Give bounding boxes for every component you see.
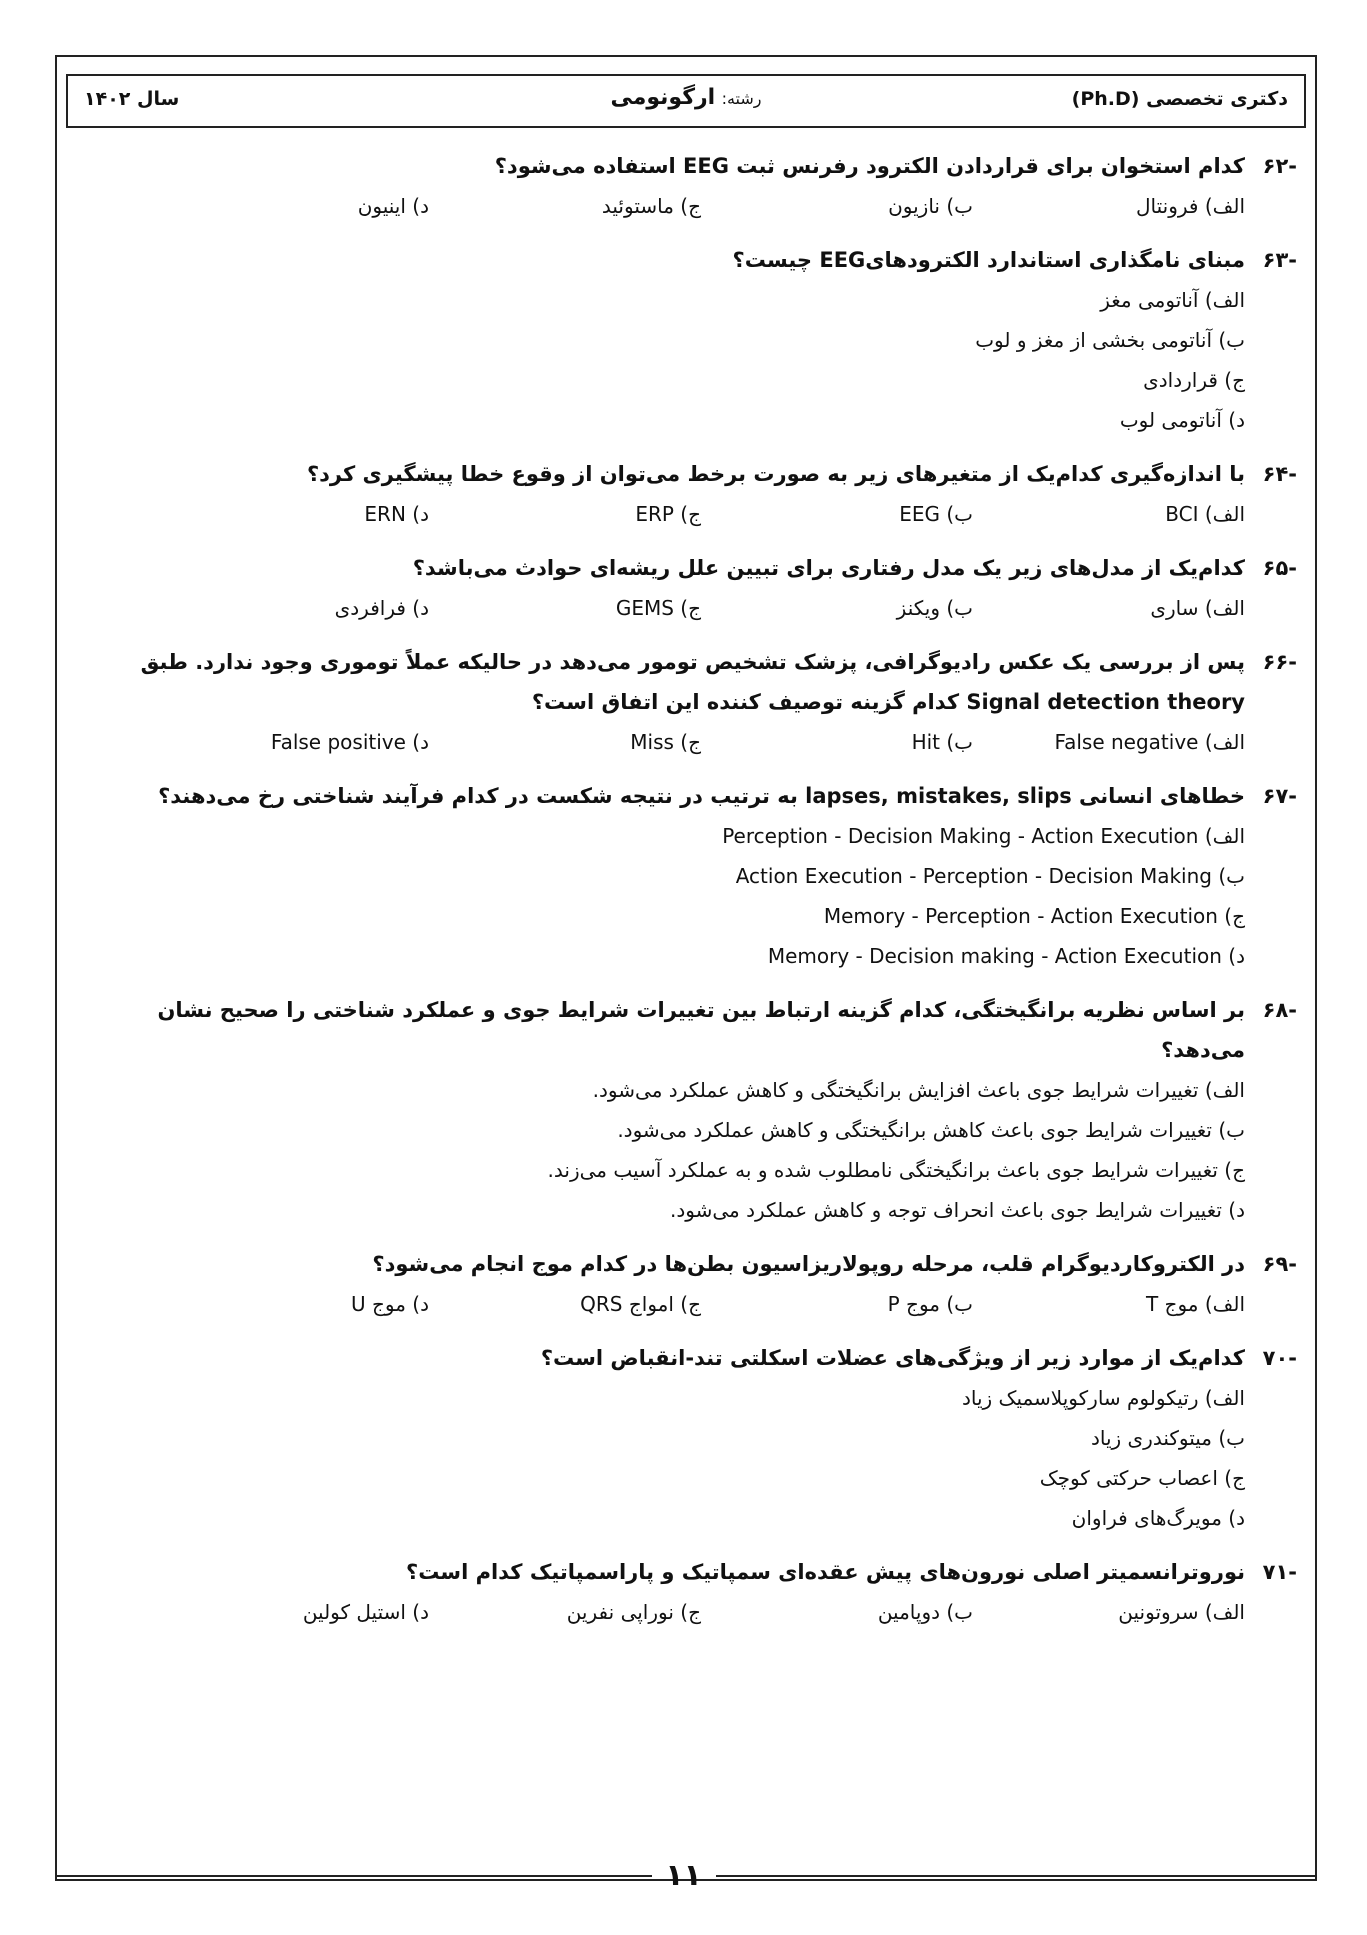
questions-list: [75, 146, 1297, 1646]
question-number: -۶۵: [1262, 556, 1297, 580]
options-list: [75, 186, 1297, 226]
option-3: د) فرافردی: [334, 596, 429, 620]
option-2: ج) امواج QRS: [580, 1292, 701, 1316]
question-number: -۷۱: [1262, 1560, 1297, 1584]
degree-label: دکتری تخصصی (Ph.D): [1071, 88, 1288, 110]
question-text: کدام‌یک از موارد زیر از ویژگی‌های عضلات اسکلتی تند-انقباض است؟: [540, 1346, 1245, 1370]
option-2: ج) Memory - Perception - Action Execution: [823, 904, 1245, 928]
option-0: الف) ساری: [1150, 596, 1245, 620]
page-number: ۱۱: [665, 1858, 702, 1893]
field-value: ارگونومی: [610, 85, 716, 110]
question-text: بر اساس نظریه برانگیختگی، کدام گزینه ارتباط بین تغییرات شرایط جوی و عملکرد شناختی را صحیح نشان می‌دهد؟: [157, 998, 1245, 1062]
field-title: [68, 85, 1304, 110]
question-1: [75, 240, 1297, 440]
question-text: پس از بررسی یک عکس رادیوگرافی، پزشک تشخیص تومور می‌دهد در حالیکه عملاً توموری وجود ندارد. طبق Signal detection theory کدام گزینه توصیف کننده این اتفاق است؟: [140, 650, 1245, 714]
option-1: ب) ویکنز: [896, 596, 973, 620]
option-1: ب) نازیون: [888, 194, 973, 218]
option-1: ب) تغییرات شرایط جوی باعث کاهش برانگیختگی و کاهش عملکرد می‌شود.: [617, 1118, 1245, 1142]
question-line: [75, 454, 1297, 494]
option-2: ج) ماستوئید: [601, 194, 701, 218]
question-line: [75, 240, 1297, 280]
option-3: د) موج U: [350, 1292, 429, 1316]
question-line: [75, 1338, 1297, 1378]
option-2: ج) نوراپی نفرین: [566, 1600, 701, 1624]
question-6: [75, 990, 1297, 1230]
question-8: [75, 1338, 1297, 1538]
question-text: مبنای نامگذاری استاندارد الکترودهایEEG چیست؟: [732, 248, 1245, 272]
option-3: د) ERN: [364, 502, 429, 526]
option-3: د) مویرگ‌های فراوان: [1071, 1506, 1245, 1530]
option-1: ب) Hit: [911, 730, 973, 754]
option-0: الف) False negative: [1054, 730, 1245, 754]
question-4: [75, 642, 1297, 762]
option-2: ج) اعصاب حرکتی کوچک: [1039, 1466, 1245, 1490]
option-1: ب) دوپامین: [877, 1600, 973, 1624]
question-number: -۶۹: [1262, 1252, 1297, 1276]
question-number: -۶۳: [1262, 248, 1297, 272]
option-1: ب) آناتومی بخشی از مغز و لوب: [975, 328, 1245, 352]
option-2: ج) GEMS: [615, 596, 701, 620]
options-list: [75, 1070, 1297, 1230]
field-label: رشته:: [721, 89, 762, 108]
question-line: [75, 990, 1297, 1070]
option-3: د) تغییرات شرایط جوی باعث انحراف توجه و کاهش عملکرد می‌شود.: [670, 1198, 1245, 1222]
option-0: الف) تغییرات شرایط جوی باعث افزایش برانگیختگی و کاهش عملکرد می‌شود.: [592, 1078, 1245, 1102]
question-line: [75, 548, 1297, 588]
options-list: [75, 816, 1297, 976]
option-3: د) اینیون: [357, 194, 429, 218]
option-3: د) False positive: [270, 730, 429, 754]
options-list: [75, 1378, 1297, 1538]
question-number: -۶۸: [1262, 998, 1297, 1022]
question-text: با اندازه‌گیری کدام‌یک از متغیرهای زیر به صورت برخط می‌توان از وقوع خطا پیشگیری کرد؟: [306, 462, 1245, 486]
question-text: نوروترانسمیتر اصلی نورون‌های پیش عقده‌ای سمپاتیک و پاراسمپاتیک کدام است؟: [406, 1560, 1245, 1584]
options-list: [75, 494, 1297, 534]
option-3: د) Memory - Decision making - Action Execution: [767, 944, 1245, 968]
question-5: [75, 776, 1297, 976]
question-7: [75, 1244, 1297, 1324]
question-number: -۶۲: [1262, 154, 1297, 178]
question-line: [75, 1244, 1297, 1284]
option-0: الف) رتیکولوم سارکوپلاسمیک زیاد: [961, 1386, 1245, 1410]
question-0: [75, 146, 1297, 226]
question-text: کدام‌یک از مدل‌های زیر یک مدل رفتاری برای تبیین علل ریشه‌ای حوادث می‌باشد؟: [412, 556, 1245, 580]
option-3: د) آناتومی لوب: [1119, 408, 1245, 432]
option-0: الف) Perception - Decision Making - Action Execution: [722, 824, 1245, 848]
option-2: ج) Miss: [630, 730, 701, 754]
options-list: [75, 280, 1297, 440]
option-0: الف) موج T: [1145, 1292, 1245, 1316]
question-number: -۶۶: [1262, 650, 1297, 674]
options-list: [75, 588, 1297, 628]
question-number: -۶۷: [1262, 784, 1297, 808]
question-line: [75, 642, 1297, 722]
option-1: ب) موج P: [887, 1292, 973, 1316]
options-list: [75, 722, 1297, 762]
question-number: -۶۴: [1262, 462, 1297, 486]
year-label: سال ۱۴۰۲: [84, 88, 180, 110]
option-3: د) استیل کولین: [302, 1600, 429, 1624]
options-list: [75, 1592, 1297, 1632]
option-1: ب) میتوکندری زیاد: [1090, 1426, 1245, 1450]
option-0: الف) سروتونین: [1118, 1600, 1245, 1624]
question-line: [75, 776, 1297, 816]
option-2: ج) تغییرات شرایط جوی باعث برانگیختگی نامطلوب شده و به عملکرد آسیب می‌زند.: [547, 1158, 1245, 1182]
question-3: [75, 548, 1297, 628]
option-1: ب) EEG: [899, 502, 973, 526]
option-0: الف) BCI: [1165, 502, 1245, 526]
option-0: الف) فرونتال: [1136, 194, 1245, 218]
question-text: در الکتروکاردیوگرام قلب، مرحله روپولاریزاسیون بطن‌ها در کدام موج انجام می‌شود؟: [372, 1252, 1245, 1276]
question-number: -۷۰: [1262, 1346, 1297, 1370]
options-list: [75, 1284, 1297, 1324]
question-text: خطاهای انسانی lapses, mistakes, slips به ترتیب در نتیجه شکست در کدام فرآیند شناختی رخ می‌دهند؟: [158, 784, 1245, 808]
option-2: ج) قراردادی: [1143, 368, 1245, 392]
option-2: ج) ERP: [635, 502, 701, 526]
question-2: [75, 454, 1297, 534]
question-9: [75, 1552, 1297, 1632]
question-line: [75, 146, 1297, 186]
option-1: ب) Action Execution - Perception - Decision Making: [735, 864, 1245, 888]
question-line: [75, 1552, 1297, 1592]
exam-header: [66, 74, 1306, 128]
option-0: الف) آناتومی مغز: [1100, 288, 1245, 312]
question-text: کدام استخوان برای قراردادن الکترود رفرنس ثبت EEG استفاده می‌شود؟: [494, 154, 1245, 178]
